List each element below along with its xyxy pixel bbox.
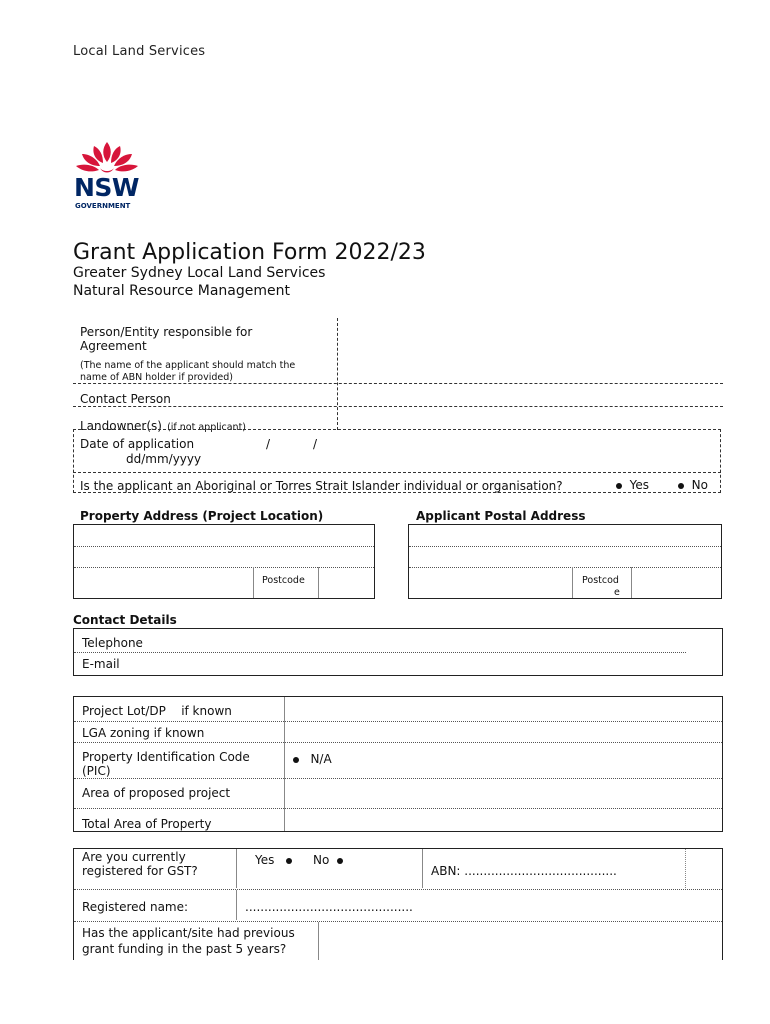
lot-dp-text: Project Lot/DP [82, 704, 166, 718]
property-postcode-label: Postcode [262, 575, 305, 586]
applicant-column-divider [337, 318, 338, 430]
date-label: Date of application [80, 437, 195, 451]
gst-question-2: registered for GST? [82, 864, 198, 878]
nsw-government-logo [70, 140, 144, 212]
lot-dp-field[interactable] [286, 698, 720, 720]
telephone-label: Telephone [82, 636, 143, 650]
gst-no-option[interactable] [313, 853, 343, 867]
radio-na-icon [293, 757, 299, 763]
cell-divider [318, 567, 319, 598]
postal-address-line-1[interactable] [409, 525, 721, 546]
row-divider [73, 383, 723, 384]
property-address-title: Property Address (Project Location) [80, 509, 324, 523]
entity-note-2: name of ABN holder if provided) [80, 372, 233, 383]
project-column-divider [284, 697, 285, 831]
form-subtitle-1: Greater Sydney Local Land Services [73, 265, 326, 281]
row-divider [74, 808, 722, 809]
cell-divider [572, 567, 573, 598]
property-address-line-2[interactable] [74, 547, 374, 567]
landowner-field[interactable] [345, 410, 720, 428]
postal-address-line-2[interactable] [409, 547, 721, 567]
radio-yes-icon [616, 483, 622, 489]
org-header: Local Land Services [73, 44, 206, 59]
row-divider [74, 721, 722, 722]
row-divider [74, 652, 686, 653]
entity-name-field[interactable] [345, 320, 720, 382]
previous-funding-field[interactable] [320, 923, 720, 959]
logo-subtext: GOVERNMENT [75, 202, 131, 210]
aboriginal-yes-option[interactable] [616, 478, 649, 492]
area-proposed-label: Area of proposed project [82, 786, 231, 800]
lot-dp-if-known: if known [181, 704, 232, 718]
row-divider [74, 778, 722, 779]
contact-person-field[interactable] [345, 386, 720, 404]
registered-name-field[interactable]: ............................................ [245, 900, 413, 914]
total-area-field[interactable] [286, 810, 720, 830]
email-label: E-mail [82, 657, 120, 671]
date-separator-1: / [266, 437, 271, 451]
contact-details-title: Contact Details [73, 613, 177, 627]
entity-note-1: (The name of the applicant should match the [80, 360, 296, 371]
property-address-line-1[interactable] [74, 525, 374, 546]
gst-no-label: No [313, 853, 330, 867]
yes-label: Yes [629, 478, 650, 492]
row-divider [74, 567, 374, 568]
row-divider [74, 889, 722, 890]
previous-funding-question-2: grant funding in the past 5 years? [82, 942, 287, 956]
row-divider [73, 472, 721, 473]
radio-no-icon [678, 483, 684, 489]
lga-label: LGA zoning if known [82, 726, 205, 740]
row-divider [74, 921, 722, 922]
date-separator-2: / [313, 437, 318, 451]
no-label: No [691, 478, 708, 492]
postal-postcode-field[interactable] [633, 569, 720, 597]
radio-gst-yes-icon [286, 858, 292, 864]
pic-label-2: (PIC) [82, 764, 111, 778]
gst-yes-label: Yes [255, 853, 275, 867]
postal-postcode-label-a: Postcod [582, 575, 619, 586]
date-input[interactable] [210, 433, 350, 453]
cell-divider [236, 849, 237, 888]
postal-address-title: Applicant Postal Address [416, 509, 586, 523]
date-format-hint: dd/mm/yyyy [126, 452, 202, 466]
aboriginal-question: Is the applicant an Aboriginal or Torres Strait Islander individual or organisation? [80, 479, 563, 493]
lot-dp-label [82, 704, 232, 718]
cell-divider [422, 849, 423, 888]
pic-label-1: Property Identification Code [82, 750, 250, 764]
cell-divider [253, 567, 254, 598]
abn-field[interactable]: ABN: ........................................ [431, 864, 617, 878]
row-divider [73, 406, 723, 407]
total-area-label: Total Area of Property [82, 817, 212, 831]
na-label: N/A [310, 752, 332, 766]
registered-name-label: Registered name: [82, 900, 189, 914]
area-proposed-field[interactable] [286, 780, 720, 806]
logo-wordmark: NSW [74, 173, 140, 202]
gst-yes-option[interactable] [255, 853, 292, 867]
telephone-field[interactable] [160, 630, 720, 650]
landowner-label: Landowner(s) [80, 419, 162, 433]
cell-divider [685, 849, 686, 888]
radio-gst-no-icon [337, 858, 343, 864]
cell-divider [318, 922, 319, 960]
aboriginal-no-option[interactable] [678, 478, 708, 492]
cell-divider [236, 890, 237, 920]
form-title: Grant Application Form 2022/23 [73, 240, 426, 265]
cell-divider [631, 567, 632, 598]
contact-person-label: Contact Person [80, 392, 171, 406]
row-divider [74, 742, 722, 743]
gst-question-1: Are you currently [82, 850, 186, 864]
row-divider [409, 567, 721, 568]
entity-label-2: Agreement [80, 339, 147, 353]
landowner-note: (if not applicant) [167, 422, 247, 433]
lga-field[interactable] [286, 723, 720, 741]
pic-na-option[interactable] [293, 752, 332, 766]
form-subtitle-2: Natural Resource Management [73, 283, 290, 299]
entity-label-1: Person/Entity responsible for [80, 325, 253, 339]
property-postcode-field[interactable] [320, 569, 372, 597]
postal-postcode-label-b: e [614, 587, 620, 598]
email-field[interactable] [160, 654, 720, 674]
previous-funding-question-1: Has the applicant/site had previous [82, 926, 295, 940]
